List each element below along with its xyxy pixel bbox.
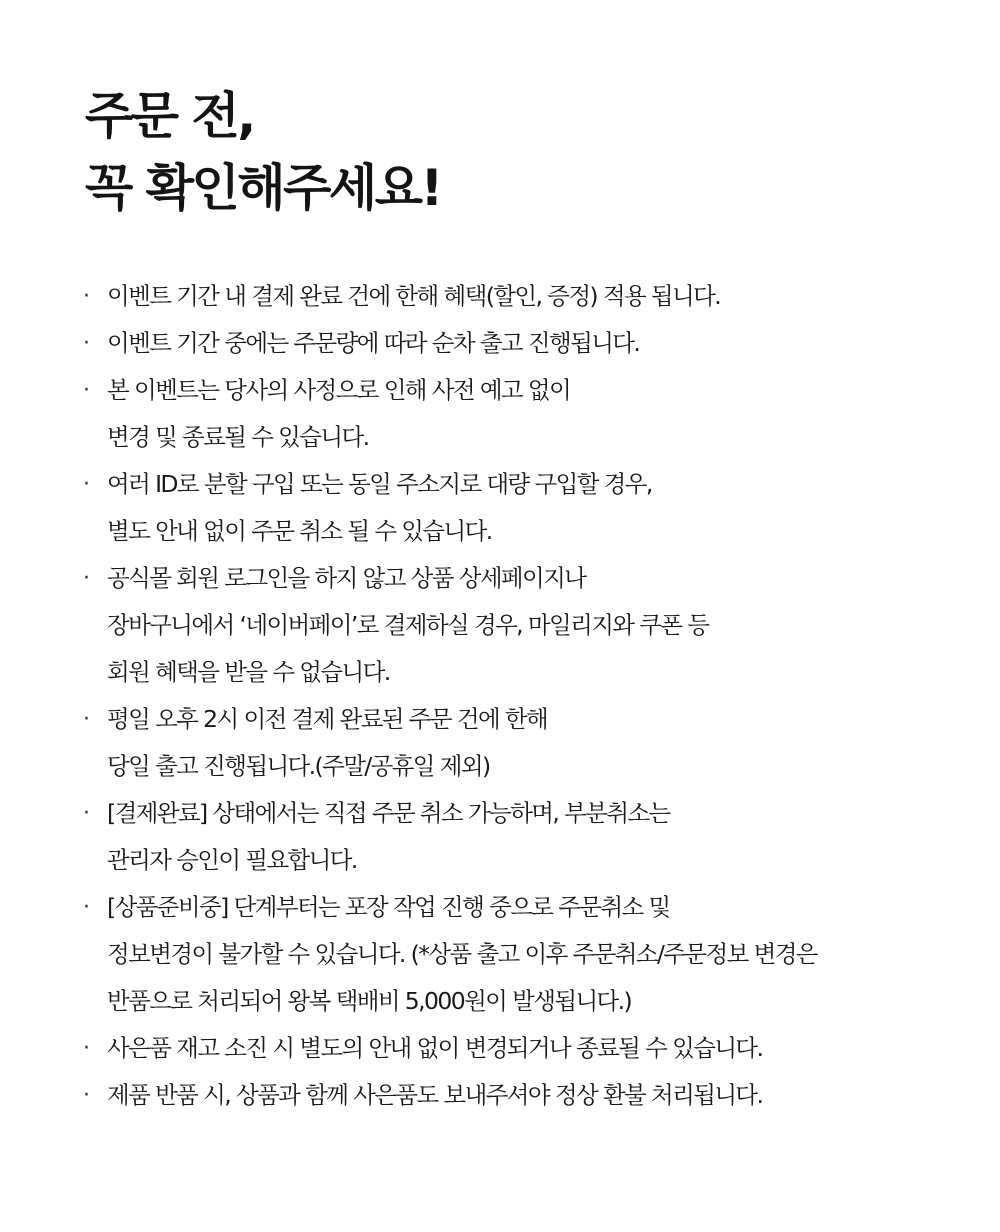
bullet-dot-icon: · bbox=[83, 472, 89, 497]
notice-item-line: 이벤트 기간 내 결제 완료 건에 한해 혜택(할인, 증정) 적용 됩니다. bbox=[107, 282, 721, 310]
notice-item-line: 여러 ID로 분할 구입 또는 동일 주소지로 대량 구입할 경우, bbox=[107, 470, 652, 498]
notice-item-1 bbox=[85, 273, 965, 320]
notice-item-line: [결제완료] 상태에서는 직접 주문 취소 가능하며, 부분취소는 bbox=[107, 799, 670, 827]
notice-item-2 bbox=[85, 320, 965, 367]
notice-item-line: 변경 및 종료될 수 있습니다. bbox=[107, 423, 369, 451]
bullet-dot-icon: · bbox=[83, 895, 89, 920]
bullet-dot-icon: · bbox=[83, 566, 89, 591]
notice-item-line: 공식몰 회원 로그인을 하지 않고 상품 상세페이지나 bbox=[107, 564, 586, 592]
notice-item-3 bbox=[85, 367, 965, 461]
bullet-dot-icon: · bbox=[83, 1083, 89, 1108]
bullet-dot-icon: · bbox=[83, 378, 89, 403]
notice-title-line-1: 주문 전, bbox=[85, 87, 254, 145]
bullet-dot-icon: · bbox=[83, 331, 89, 356]
notice-item-line: 반품으로 처리되어 왕복 택배비 5,000원이 발생됩니다.) bbox=[107, 987, 632, 1015]
order-notice bbox=[83, 80, 965, 1109]
notice-item-8 bbox=[85, 884, 965, 1025]
notice-title-line-2: 꼭 확인해주세요! bbox=[85, 159, 441, 217]
notice-item-line: 장바구니에서 ‘네이버페이’로 결제하실 경우, 마일리지와 쿠폰 등 bbox=[107, 611, 709, 639]
notice-item-line: 당일 출고 진행됩니다.(주말/공휴일 제외) bbox=[107, 752, 490, 780]
notice-item-line: 관리자 승인이 필요합니다. bbox=[107, 846, 357, 874]
notice-item-line: 정보변경이 불가할 수 있습니다. (*상품 출고 이후 주문취소/주문정보 변경은 bbox=[107, 940, 817, 968]
notice-item-line: 별도 안내 없이 주문 취소 될 수 있습니다. bbox=[107, 517, 492, 545]
bullet-dot-icon: · bbox=[83, 707, 89, 732]
notice-item-line: 본 이벤트는 당사의 사정으로 인해 사전 예고 없이 bbox=[107, 376, 571, 404]
notice-list bbox=[85, 273, 965, 1119]
notice-item-10 bbox=[85, 1072, 965, 1119]
notice-title bbox=[85, 80, 965, 224]
bullet-dot-icon: · bbox=[83, 801, 89, 826]
notice-item-line: 사은품 재고 소진 시 별도의 안내 없이 변경되거나 종료될 수 있습니다. bbox=[107, 1034, 763, 1062]
notice-item-6 bbox=[85, 696, 965, 790]
notice-item-line: 이벤트 기간 중에는 주문량에 따라 순차 출고 진행됩니다. bbox=[107, 329, 640, 357]
notice-item-line: 회원 혜택을 받을 수 없습니다. bbox=[107, 658, 390, 686]
notice-item-line: 제품 반품 시, 상품과 함께 사은품도 보내주셔야 정상 환불 처리됩니다. bbox=[107, 1081, 763, 1109]
notice-item-5 bbox=[85, 555, 965, 696]
bullet-dot-icon: · bbox=[83, 284, 89, 309]
bullet-dot-icon: · bbox=[83, 1036, 89, 1061]
notice-item-line: 평일 오후 2시 이전 결제 완료된 주문 건에 한해 bbox=[107, 705, 548, 733]
notice-item-9 bbox=[85, 1025, 965, 1072]
notice-item-7 bbox=[85, 790, 965, 884]
notice-item-4 bbox=[85, 461, 965, 555]
notice-item-line: [상품준비중] 단계부터는 포장 작업 진행 중으로 주문취소 및 bbox=[107, 893, 670, 921]
